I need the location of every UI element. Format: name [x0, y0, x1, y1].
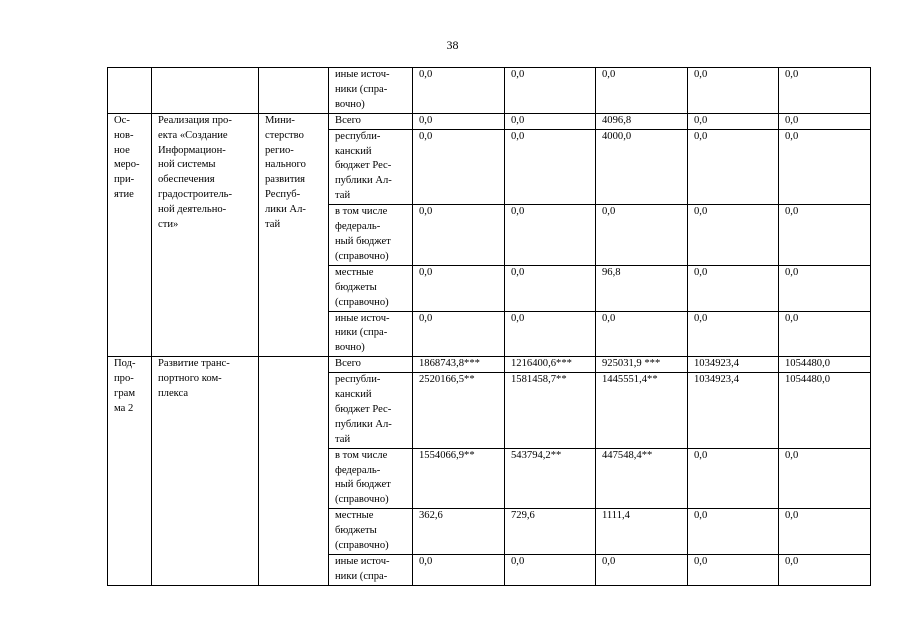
value-cell: 1054480,0	[779, 373, 871, 449]
value-cell: 0,0	[688, 509, 779, 555]
name-cell: Реализация про- екта «Создание Информацион- ной системы обеспечения градостроитель- ной деятельно- сти»	[152, 113, 259, 357]
value-cell: 1054480,0	[779, 357, 871, 373]
value-cell: 0,0	[413, 311, 505, 357]
executor-cell	[259, 357, 329, 586]
value-cell: 4000,0	[596, 129, 688, 205]
value-cell: 2520166,5**	[413, 373, 505, 449]
value-cell: 0,0	[596, 205, 688, 266]
value-cell: 0,0	[596, 311, 688, 357]
source-cell: в том числе федераль- ный бюджет (справочно)	[329, 205, 413, 266]
value-cell: 1034923,4	[688, 373, 779, 449]
value-cell: 0,0	[779, 68, 871, 114]
executor-cell: Мини- стерство регио- нального развития Респуб- лики Ал- тай	[259, 113, 329, 357]
status-cell: Под- про- грам ма 2	[108, 357, 152, 586]
value-cell: 4096,8	[596, 113, 688, 129]
budget-table	[107, 67, 871, 586]
source-cell: иные источ- ники (спра- вочно)	[329, 311, 413, 357]
value-cell: 0,0	[779, 129, 871, 205]
table-row	[108, 68, 871, 114]
value-cell: 0,0	[688, 113, 779, 129]
value-cell: 0,0	[688, 265, 779, 311]
value-cell: 1868743,8***	[413, 357, 505, 373]
source-cell: иные источ- ники (спра-	[329, 555, 413, 586]
table-row	[108, 357, 871, 373]
source-cell: местные бюджеты (справочно)	[329, 265, 413, 311]
value-cell: 0,0	[505, 113, 596, 129]
value-cell: 0,0	[505, 265, 596, 311]
value-cell: 0,0	[505, 311, 596, 357]
value-cell: 729,6	[505, 509, 596, 555]
value-cell: 0,0	[413, 129, 505, 205]
page-number: 38	[446, 38, 459, 52]
value-cell: 1581458,7**	[505, 373, 596, 449]
source-cell: республи- канский бюджет Рес- публики Ал- тай	[329, 129, 413, 205]
value-cell: 925031,9 ***	[596, 357, 688, 373]
value-cell: 1445551,4**	[596, 373, 688, 449]
value-cell: 1034923,4	[688, 357, 779, 373]
value-cell: 0,0	[596, 555, 688, 586]
value-cell: 0,0	[413, 205, 505, 266]
value-cell: 0,0	[688, 448, 779, 509]
value-cell: 0,0	[688, 205, 779, 266]
value-cell: 0,0	[413, 555, 505, 586]
source-cell: республи- канский бюджет Рес- публики Ал- тай	[329, 373, 413, 449]
source-cell: Всего	[329, 113, 413, 129]
value-cell: 0,0	[688, 555, 779, 586]
value-cell: 0,0	[688, 68, 779, 114]
value-cell: 0,0	[505, 68, 596, 114]
value-cell: 0,0	[779, 555, 871, 586]
value-cell: 447548,4**	[596, 448, 688, 509]
source-cell: в том числе федераль- ный бюджет (справочно)	[329, 448, 413, 509]
value-cell: 0,0	[779, 113, 871, 129]
status-cell: Ос- нов- ное меро- при- ятие	[108, 113, 152, 357]
value-cell: 0,0	[413, 265, 505, 311]
value-cell: 0,0	[779, 509, 871, 555]
value-cell: 0,0	[413, 68, 505, 114]
source-cell: местные бюджеты (справочно)	[329, 509, 413, 555]
source-cell: Всего	[329, 357, 413, 373]
name-cell: Развитие транс- портного ком- плекса	[152, 357, 259, 586]
value-cell: 0,0	[688, 311, 779, 357]
executor-cell	[259, 68, 329, 114]
table-row	[108, 113, 871, 129]
value-cell: 543794,2**	[505, 448, 596, 509]
value-cell: 362,6	[413, 509, 505, 555]
value-cell: 0,0	[688, 129, 779, 205]
value-cell: 1111,4	[596, 509, 688, 555]
value-cell: 0,0	[505, 129, 596, 205]
value-cell: 0,0	[779, 265, 871, 311]
name-cell	[152, 68, 259, 114]
value-cell: 1216400,6***	[505, 357, 596, 373]
value-cell: 0,0	[505, 205, 596, 266]
value-cell: 96,8	[596, 265, 688, 311]
source-cell: иные источ- ники (спра- вочно)	[329, 68, 413, 114]
value-cell: 0,0	[505, 555, 596, 586]
value-cell: 0,0	[779, 448, 871, 509]
value-cell: 0,0	[596, 68, 688, 114]
value-cell: 0,0	[779, 205, 871, 266]
value-cell: 1554066,9**	[413, 448, 505, 509]
value-cell: 0,0	[413, 113, 505, 129]
value-cell: 0,0	[779, 311, 871, 357]
status-cell	[108, 68, 152, 114]
